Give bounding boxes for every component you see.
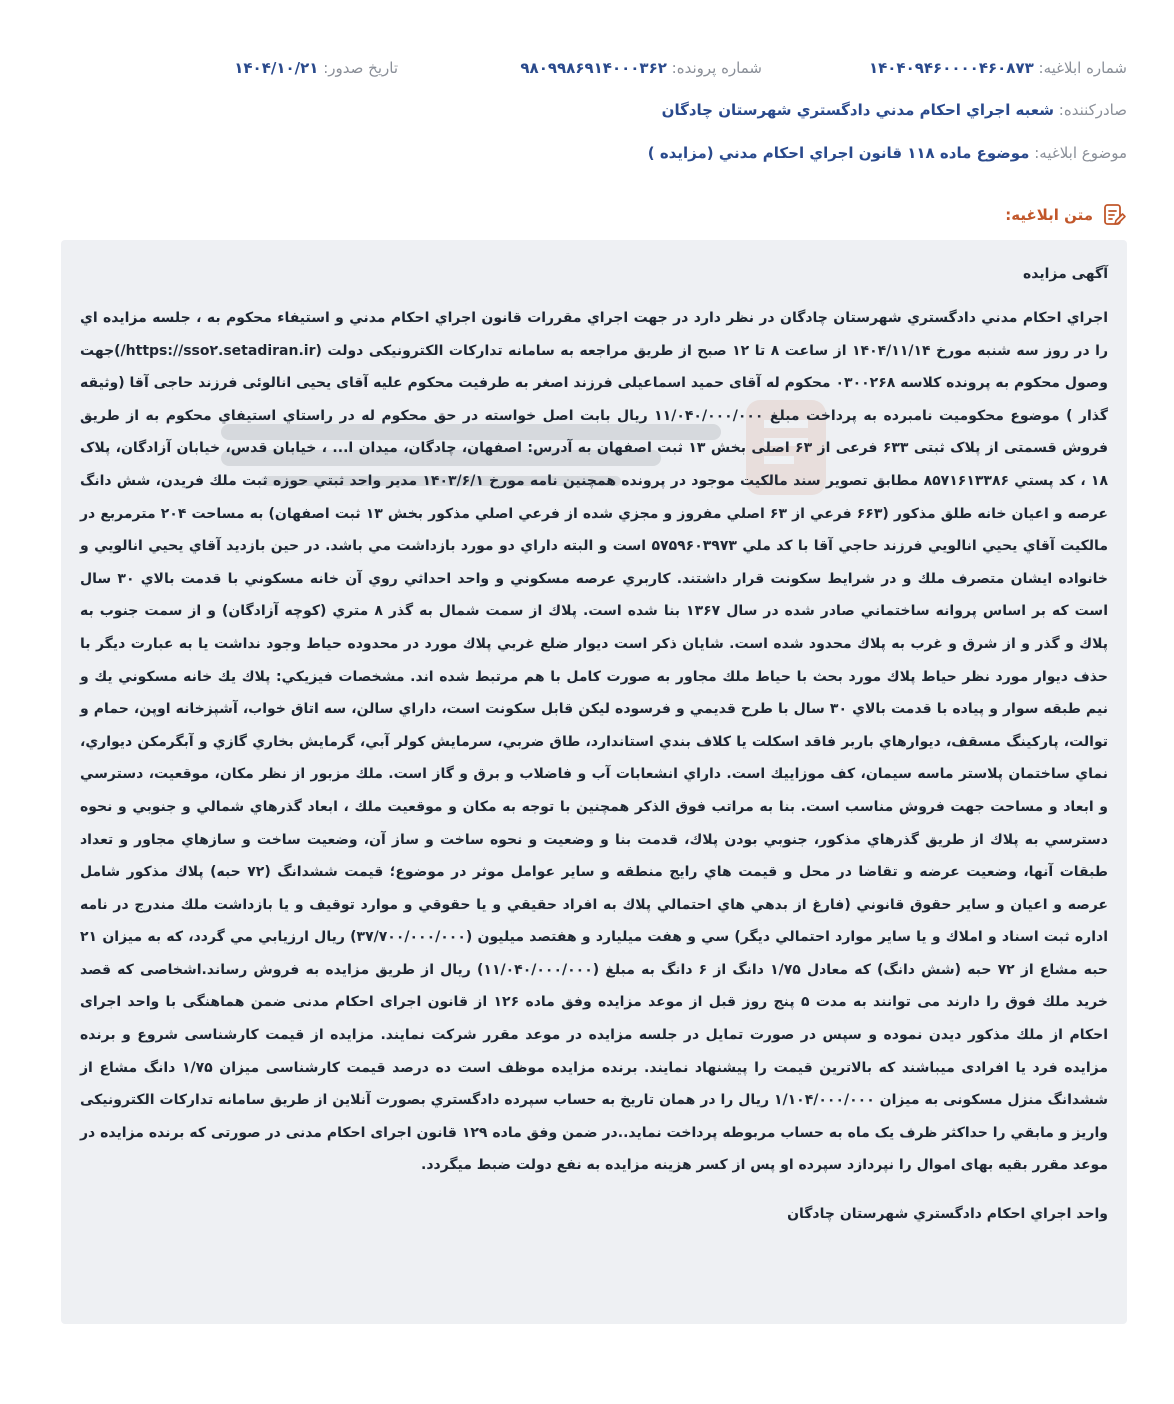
notice-body-panel: [61, 240, 1127, 1324]
notice-number-value: ۱۴۰۴۰۹۴۶۰۰۰۰۴۶۰۸۷۳: [868, 59, 1034, 77]
case-number-label: شماره پرونده:: [671, 59, 762, 77]
notice-text: اجراي احكام مدني دادگستري شهرستان چادگان در نظر دارد در جهت اجراي مقررات قانون اجراي احكام مدني و استيفاء محكوم به ، جلسه مزايده اي را در روز سه شنبه مورخ ۱۴۰۴/۱۱/۱۴ از ساعت ۸ تا ۱۲ صبح از طريق مراجعه به سامانه تدارکات الکترونیکی دولت (https://sso۲.setadiran.ir/)جهت وصول محكوم به پرونده کلاسه ۰۳۰۰۲۶۸ محكوم له آقای حمید اسماعیلی فرزند اصغر به طرفیت محكوم عليه آقای یحیی انالوئی فرزند حاجی آقا (وثيقه گذار ) موضوع محكوميت نامبرده به پرداخت مبلغ ۱۱/۰۴۰/۰۰۰/۰۰۰ ريال بابت اصل خواسته در حق محكوم له در راستاي استيفاي محكوم به از طريق فروش قسمتی از پلاک ثبتی ۶۳۳ فرعی از ۶۳ اصلی بخش ۱۳ ثبت اصفهان به آدرس: اصفهان، چادگان، میدان ا... ، خیابان قدس، خیابان آزادگان، پلاک ۱۸ ، کد پستي ۸۵۷۱۶۱۳۳۸۶ مطابق تصوير سند مالكيت موجود در پرونده همچنين نامه مورخ ۱۴۰۳/۶/۱ مدير واحد ثبتي حوزه ثبت ملك فريدن، شش دانگ عرصه و اعيان خانه طلق مذكور (۶۶۳ فرعي از ۶۳ اصلي مفروز و مجزي شده از فرعي اصلي مذكور بخش ۱۳ ثبت اصفهان) به مساحت ۲۰۴ مترمربع در مالكيت آقاي يحيي انالويي فرزند حاجي آقا با كد ملي ۵۷۵۹۶۰۳۹۷۳ است و البته داراي دو مورد بازداشت مي باشد. در حين بازديد آقاي يحيي انالويي و خانواده ايشان متصرف ملك و در شرايط سكونت قرار داشتند. كاربري عرصه مسكوني و واحد احداثي روي آن خانه مسكوني با قدمت بالاي ۳۰ سال است كه بر اساس پروانه ساختماني صادر شده در سال ۱۳۶۷ بنا شده است. پلاك از سمت شمال به گذر ۸ متري (كوچه آزادگان) و از سمت جنوب به پلاك و گذر و از شرق و غرب به پلاك محدود شده است. شايان ذكر است ديوار ضلع غربي پلاك مورد در محدوده حياط وجود نداشت يا به عبارت ديگر با حذف ديوار مورد نظر حياط پلاك مورد بحث با حياط ملك مجاور به صورت كامل با هم مرتبط شده اند. مشخصات فيزيكي: پلاك يك خانه مسكوني يك و نيم طبقه سوار و پياده با قدمت بالاي ۳۰ سال با طرح قديمي و فرسوده ليكن قابل سكونت است، داراي سالن، سه اتاق خواب، آشپزخانه اوپن، حمام و توالت، پاركينگ مسقف، ديوارهاي باربر فاقد اسكلت يا كلاف بندي استاندارد، طاق ضربي، سرمايش كولر آبي، گرمايش بخاري گازي و آبگرمكن ديواري، نماي ساختمان پلاستر ماسه سيمان، كف موزاييك است. داراي انشعابات آب و فاضلاب و برق و گاز است. ملك مزبور از نظر مكان، موقعيت، دسترسي و ابعاد و مساحت جهت فروش مناسب است. بنا به مراتب فوق الذكر همچنين با توجه به مكان و موقعيت ملك ، ابعاد گذرهاي شمالي و جنوبي و نحوه دسترسي به پلاك از طريق گذرهاي مذكور، جنوبي بودن پلاك، قدمت بنا و وضعيت و نحوه ساخت و ساز آن، وضعيت ساخت و سازهاي مجاور و تعداد طبقات آنها، وضعيت عرضه و تقاضا در محل و قيمت هاي رايج منطقه و ساير عوامل موثر در موضوع؛ قيمت ششدانگ (۷۲ حبه) پلاك مذكور شامل عرصه و اعيان و ساير حقوق قانوني (فارغ از بدهي هاي احتمالي پلاك به افراد حقيقي و يا حقوقي و موارد توقيف و يا بازداشت ملك مندرج در نامه اداره ثبت اسناد و املاك و يا ساير موارد احتمالي ديگر) سي و هفت ميليارد و هفتصد ميليون (۳۷/۷۰۰/۰۰۰/۰۰۰) ريال ارزيابي مي گردد، كه به ميزان ۲۱ حبه مشاع از ۷۲ حبه (شش دانگ) كه معادل ۱/۷۵ دانگ از ۶ دانگ به مبلغ (۱۱/۰۴۰/۰۰۰/۰۰۰) ريال از طريق مزايده به فروش رساند.اشخاصی كه قصد خريد ملك فوق را دارند می توانند به مدت ۵ پنج روز قبل از موعد مزايده وفق ماده ۱۲۶ از قانون اجرای احكام مدنی ضمن هماهنگی با واحد اجرای احكام از ملك مذكور ديدن نموده و سپس در صورت تمايل در جلسه مزايده در موعد مقرر شركت نمايند. مزايده از قيمت كارشناسی شروع و برنده مزايده فرد يا افرادی ميباشند كه بالاترين قيمت را پيشنهاد نمايند. برنده مزايده موظف است ده درصد قیمت کارشناسی میزان ۱/۷۵ دانگ مشاع از ششدانگ منزل مسکونی به ميزان ۱/۱۰۴/۰۰۰/۰۰۰ ريال را در همان تاريخ به حساب سپرده دادگستري بصورت آنلاين از طريق سامانه تدارکات الکترونیکی واريز و مابقي را حداكثر ظرف يک ماه به حساب مربوطه پرداخت نمايد..در ضمن وفق ماده ۱۲۹ قانون اجرای احكام مدنی در صورتی كه برنده مزايده در موعد مقرر بقيه بهای اموال را نپردازد سپرده او پس از كسر هزينه مزايده به نفع دولت ضبط ميگردد.: [80, 310, 1109, 1174]
issue-date-label: تاريخ صدور:: [323, 59, 398, 77]
issuer-label: صادرکننده:: [1058, 101, 1127, 119]
issuer-value: شعبه اجراي احكام مدني دادگستري شهرستان چادگان: [661, 101, 1054, 119]
notice-body-label: متن ابلاغيه:: [1005, 206, 1093, 224]
notice-title: آگهی مزایده: [1022, 266, 1108, 282]
subject-label: موضوع ابلاغيه:: [1034, 144, 1127, 162]
case-number-value: ۹۸۰۹۹۸۶۹۱۴۰۰۰۳۶۲: [520, 59, 667, 77]
issue-date: [234, 56, 398, 80]
notice-subject: [648, 141, 1127, 165]
document-edit-icon: [1101, 202, 1127, 228]
notice-body-heading: [1005, 200, 1127, 230]
subject-value: موضوع ماده ۱۱۸ قانون اجراي احكام مدني (مزايده ): [647, 144, 1030, 162]
issuer: [662, 98, 1127, 122]
issue-date-value: ۱۴۰۴/۱۰/۲۱: [234, 59, 319, 77]
case-number: [520, 56, 762, 80]
notice-signature: واحد اجراي احكام دادگستري شهرستان چادگان: [787, 1206, 1108, 1223]
notice-number-label: شماره ابلاغيه:: [1038, 59, 1127, 77]
notice-number: [869, 56, 1127, 80]
